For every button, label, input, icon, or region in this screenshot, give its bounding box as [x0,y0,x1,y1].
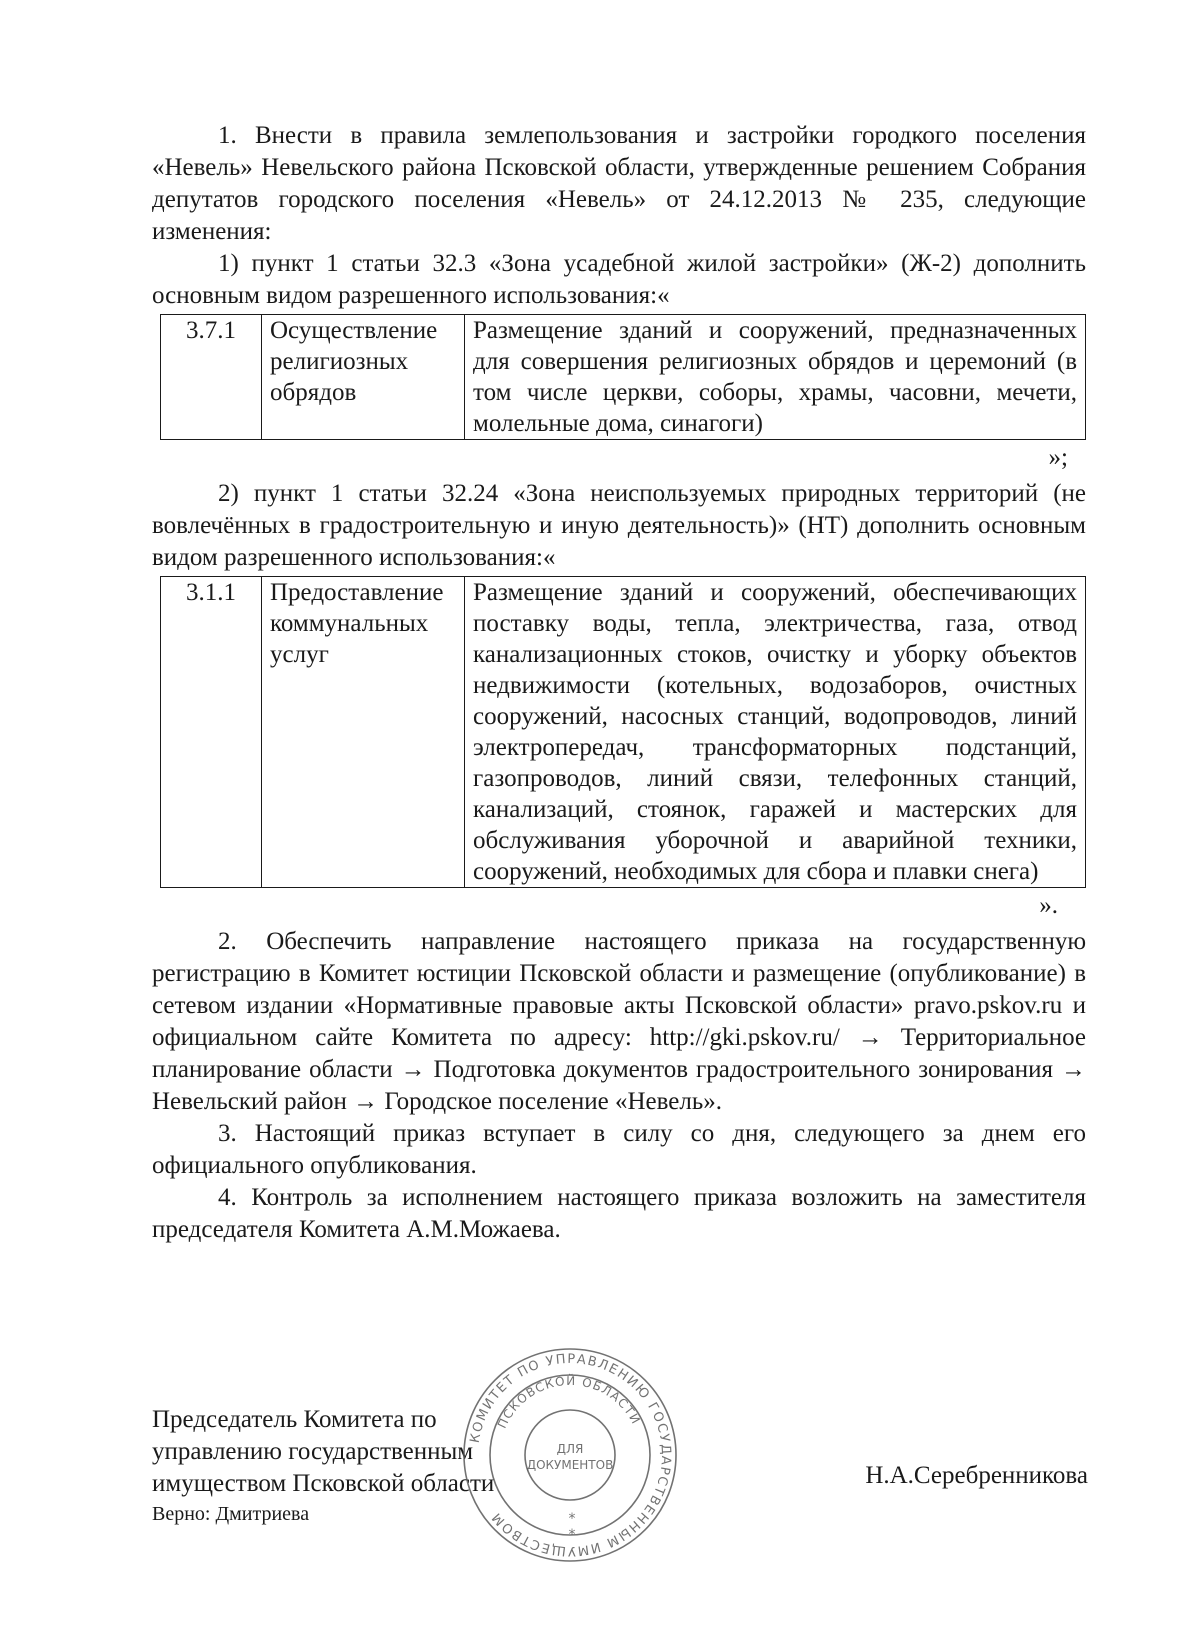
document-body [152,120,1086,1246]
table-row [161,315,1086,440]
signatory-name: Н.А.Серебренникова [865,1462,1088,1489]
verification-note: Верно: Дмитриева [152,1503,310,1525]
use-name: Предоставление коммунальных услуг [262,577,465,888]
land-use-table-1 [160,314,1086,440]
signatory-title-line-1: Председатель Комитета по [152,1406,437,1433]
seal-center-line-2: ДОКУМЕНТОВ [526,1458,614,1472]
paragraph-3: 3. Настоящий приказ вступает в силу со дня, следующего за днем его официального опубликования. [152,1120,1086,1179]
closing-quote-1: »; [1048,444,1068,471]
seal-center-line-1: ДЛЯ [556,1442,584,1456]
use-description: Размещение зданий и сооружений, предназначенных для совершения религиозных обрядов и церемоний (в том числе церкви, соборы, храмы, часовни, мечети, молельные дома, синагоги) [465,315,1086,440]
seal-inner-text: ПСКОВСКОЙ ОБЛАСТИ [494,1373,644,1431]
use-code: 3.7.1 [161,315,262,440]
signatory-title-line-3: имуществом Псковской области [152,1470,495,1497]
paragraph-4: 4. Контроль за исполнением настоящего приказа возложить на заместителя председателя Комитета А.М.Можаева. [152,1184,1086,1243]
use-name: Осуществление религиозных обрядов [262,315,465,440]
paragraph-1-item-1: 1) пункт 1 статьи 32.3 «Зона усадебной жилой застройки» (Ж-2) дополнить основным видом разрешенного использования:« [152,250,1086,309]
seal-star: * [568,1527,576,1543]
seal-outer-text: КОМИТЕТ ПО УПРАВЛЕНИЮ ГОСУДАРСТВЕННЫМ ИМУЩЕСТВОМ [467,1351,674,1559]
signatory-title-line-2: управлению государственным [152,1438,474,1465]
seal-stamp-icon [460,1345,680,1565]
seal-star: * [568,1511,576,1527]
closing-quote-2: ». [1039,892,1058,919]
land-use-table-2 [160,576,1086,888]
table-row [161,577,1086,888]
paragraph-2: 2. Обеспечить направление настоящего приказа на государственную регистрацию в Комитет юстиции Псковской области и размещение (опубликование) в сетевом издании «Нормативные правовые акты Псковской области» pravo.pskov.ru и официальном сайте Комитета по адресу: http://gki.pskov.ru/ → Территориальное планирование области → Подготовка документов градостроительного зонирования → Невельский район → Городское поселение «Невель». [152,928,1086,1115]
use-code: 3.1.1 [161,577,262,888]
use-description: Размещение зданий и сооружений, обеспечивающих поставку воды, тепла, электричества, газа, отвод канализационных стоков, очистку и уборку объектов недвижимости (котельных, водозаборов, очистных сооружений, насосных станций, водопроводов, линий электропередач, трансформаторных подстанций, газопроводов, линий связи, телефонных станций, канализаций, стоянок, гаражей и мастерских для обслуживания уборочной и аварийной техники, сооружений, необходимых для сбора и плавки снега) [465,577,1086,888]
paragraph-1-item-2: 2) пункт 1 статьи 32.24 «Зона неиспользуемых природных территорий (не вовлечённых в градостроительную и иную деятельность)» (НТ) дополнить основным видом разрешенного использования:« [152,480,1086,571]
paragraph-1: 1. Внести в правила землепользования и застройки городкого поселения «Невель» Невельского района Псковской области, утвержденные решением Собрания депутатов городского поселения «Невель» от 24.12.2013 № 235, следующие изменения: [152,122,1086,245]
official-seal [460,1345,680,1565]
